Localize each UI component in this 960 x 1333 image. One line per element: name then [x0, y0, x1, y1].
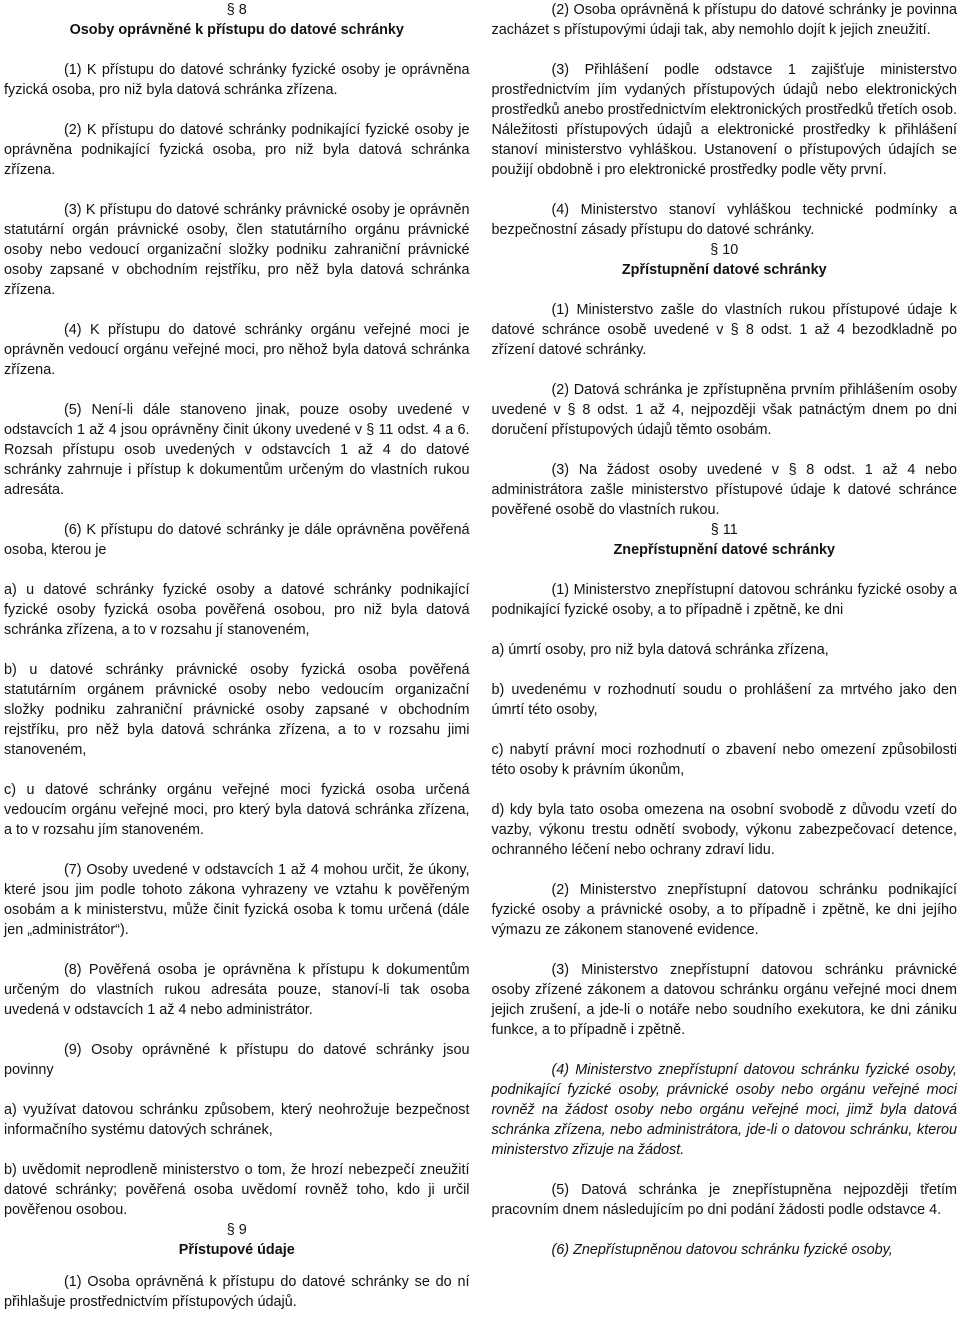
s11-paragraph-1b: b) uvedenému v rozhodnutí soudu o prohlášení za mrtvého jako den úmrtí této osoby,: [491, 682, 957, 718]
s11-paragraph-2: (2) Ministerstvo znepřístupní datovou schránku podnikající fyzické osoby a právnické osoby, a to případně i zpětně, ke dni jejího výmazu ze zákonem stanovené evidence.: [491, 882, 957, 938]
section-9-title: Přístupové údaje: [178, 1242, 295, 1258]
s9-paragraph-4: (4) Ministerstvo stanoví vyhláškou technické podmínky a bezpečnostní zásady přístupu do datové schránky.: [491, 202, 957, 238]
s11-paragraph-1c: c) nabytí právní moci rozhodnutí o zbavení nebo omezení způsobilosti této osoby k právním úkonům,: [491, 742, 957, 778]
s8-paragraph-3: (3) K přístupu do datové schránky právnické osoby je oprávněn statutární orgán právnické osoby, člen statutárního orgánu právnické osoby nebo vedoucí organizační složky podniku zahraniční právnické osoby zapsané v obchodním rejstříku, pro něž byla datová schránka zřízena.: [4, 202, 470, 298]
s8-paragraph-6c: c) u datové schránky orgánu veřejné moci fyzická osoba určená vedoucím orgánu veřejné moci, pro který byla datová schránka zřízena, a to v rozsahu jím stanoveném.: [4, 782, 470, 838]
right-column: [492, 0, 958, 1333]
section-10-title: Zpřístupnění datové schránky: [621, 262, 827, 278]
section-8-title: Osoby oprávněné k přístupu do datové schránky: [69, 22, 404, 38]
section-11-title: Znepřístupnění datové schránky: [613, 542, 835, 558]
s8-paragraph-9b: b) uvědomit neprodleně ministerstvo o tom, že hrozí nebezpečí zneužití datové schránky; pověřená osoba uvědomí rovněž toho, kdo ji určil pověřenou osobou.: [4, 1162, 470, 1218]
s11-paragraph-4: (4) Ministerstvo znepřístupní datovou schránku fyzické osoby, podnikající fyzické osoby, právnické osoby nebo orgánu veřejné moci rovněž na žádost osoby nebo orgánu veřejné moci, jimž byla datová schránka zřízena, nebo administrátora, jde-li o datovou schránku, kterou ministerstvo zřizuje na žádost.: [491, 1062, 957, 1158]
s8-paragraph-6a: a) u datové schránky fyzické osoby a datové schránky podnikající fyzické osoby fyzická osoba pověřená osobou, pro niž byla datová schránka zřízena, a to v rozsahu jí stanoveném,: [4, 582, 470, 638]
s8-paragraph-6: (6) K přístupu do datové schránky je dále oprávněna pověřená osoba, kterou je: [4, 522, 470, 558]
section-10-number: § 10: [710, 242, 739, 258]
s11-paragraph-5: (5) Datová schránka je znepřístupněna nejpozději třetím pracovním dnem následujícím po dni podání žádosti podle odstavce 4.: [491, 1182, 957, 1218]
s11-paragraph-3: (3) Ministerstvo znepřístupní datovou schránku právnické osoby zřízené zákonem a datovou schránku orgánu veřejné moci dnem jejich zrušení, a jde-li o notáře nebo soudního exekutora, ke dni zániku funkce, a to případně i zpětně.: [491, 962, 957, 1038]
s8-paragraph-1: (1) K přístupu do datové schránky fyzické osoby je oprávněna fyzická osoba, pro niž byla datová schránka zřízena.: [4, 62, 470, 98]
s11-paragraph-1d: d) kdy byla tato osoba omezena na osobní svobodě z důvodu vzetí do vazby, výkonu trestu odnětí svobody, výkonu zabezpečovací detence, ochranného léčení nebo ochrany zdraví lidu.: [491, 802, 957, 858]
s10-paragraph-1: (1) Ministerstvo zašle do vlastních rukou přístupové údaje k datové schránce osobě uvedené v § 8 odst. 1 až 4 bezodkladně po zřízení datové schránky.: [491, 302, 957, 358]
s9-paragraph-1: (1) Osoba oprávněná k přístupu do datové schránky se do ní přihlašuje prostřednictvím přístupových údajů.: [4, 1274, 470, 1310]
s8-paragraph-6b: b) u datové schránky právnické osoby fyzická osoba pověřená statutárním orgánem právnické osoby nebo vedoucím organizační složky podniku zahraniční právnické osoby zapsané v obchodním rejstříku, pro něž byla datová schránka zřízena, a to v rozsahu jimi stanoveném,: [4, 662, 470, 758]
s8-paragraph-2: (2) K přístupu do datové schránky podnikající fyzické osoby je oprávněna podnikající fyzická osoba, pro niž byla datová schránka zřízena.: [4, 122, 470, 178]
section-8-number: § 8: [226, 2, 247, 18]
s8-paragraph-4: (4) K přístupu do datové schránky orgánu veřejné moci je oprávněn vedoucí orgánu veřejné moci, pro něhož byla datová schránka zřízena.: [4, 322, 470, 378]
s9-paragraph-3: (3) Přihlášení podle odstavce 1 zajišťuje ministerstvo prostřednictvím jím vydaných přístupových údajů nebo elektronických prostředků anebo prostřednictvím elektronických prostředků třetích osob. Náležitosti přístupových údajů a elektronické prostředky k přihlášení stanoví ministerstvo vyhláškou. Ustanovení o přístupových údajích se použijí obdobně i pro elektronické prostředky podle věty první.: [491, 62, 957, 178]
section-11-number: § 11: [710, 522, 738, 538]
s10-paragraph-3: (3) Na žádost osoby uvedené v § 8 odst. 1 až 4 nebo administrátora zašle ministerstvo přístupové údaje k datové schránce pověřené osobě do vlastních rukou.: [491, 462, 957, 518]
s10-paragraph-2: (2) Datová schránka je zpřístupněna prvním přihlášením osoby uvedené v § 8 odst. 1 až 4, nejpozději však patnáctým dnem po dni doručení přístupových údajů těmto osobám.: [491, 382, 957, 438]
s8-paragraph-8: (8) Pověřená osoba je oprávněna k přístupu k dokumentům určeným do vlastních rukou adresáta pouze, stanoví-li tak osoba uvedená v odstavcích 1 až 4 nebo administrátor.: [4, 962, 470, 1018]
s8-paragraph-7: (7) Osoby uvedené v odstavcích 1 až 4 mohou určit, že úkony, které jsou jim podle tohoto zákona vyhrazeny ve vztahu k pověřeným osobám a k ministerstvu, může činit fyzická osoba k tomu určená (dále jen „administrátor“).: [4, 862, 470, 938]
section-9-number: § 9: [226, 1222, 247, 1238]
s11-paragraph-1: (1) Ministerstvo znepřístupní datovou schránku fyzické osoby a podnikající fyzické osoby, a to případně i zpětně, ke dni: [491, 582, 957, 618]
s9-paragraph-2: (2) Osoba oprávněná k přístupu do datové schránky je povinna zacházet s přístupovými údaji tak, aby nemohlo dojít k jejich zneužití.: [491, 2, 957, 38]
s11-paragraph-6: (6) Znepřístupněnou datovou schránku fyzické osoby,: [551, 1242, 893, 1258]
s8-paragraph-9: (9) Osoby oprávněné k přístupu do datové schránky jsou povinny: [4, 1042, 470, 1078]
s11-paragraph-1a: a) úmrtí osoby, pro niž byla datová schránka zřízena,: [491, 642, 829, 658]
left-column: [4, 0, 470, 1333]
s8-paragraph-5: (5) Není-li dále stanoveno jinak, pouze osoby uvedené v odstavcích 1 až 4 jsou oprávněny činit úkony uvedené v § 11 odst. 4 a 6. Rozsah přístupu osob uvedených v odstavcích 1 až 4 do datové schránky zahrnuje i přístup k dokumentům určeným do vlastních rukou adresáta.: [4, 402, 470, 498]
s8-paragraph-9a: a) využívat datovou schránku způsobem, který neohrožuje bezpečnost informačního systému datových schránek,: [4, 1102, 470, 1138]
